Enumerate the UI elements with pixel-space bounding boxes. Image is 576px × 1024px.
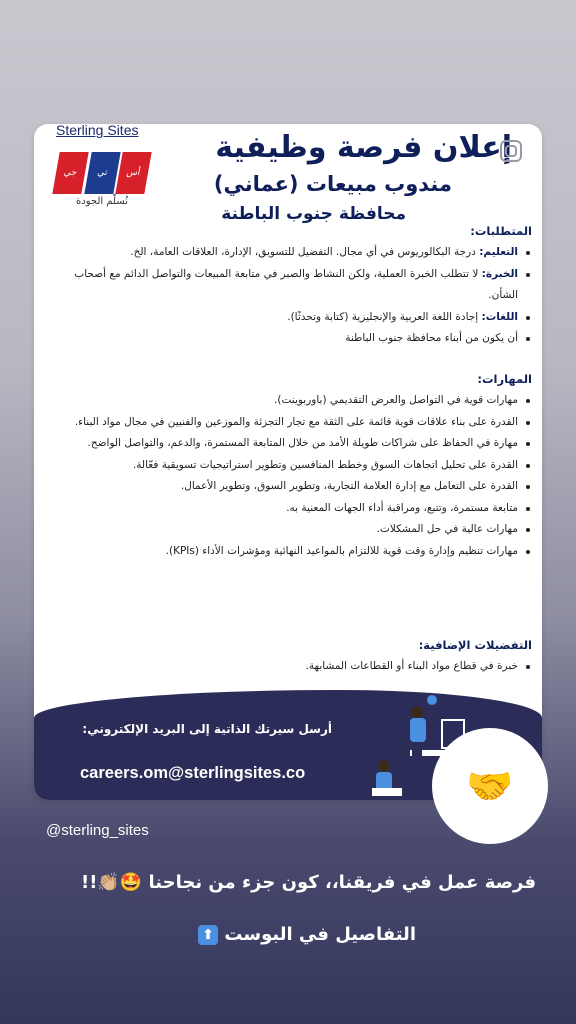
- handshake-icon: 🤝: [466, 763, 514, 808]
- company-logo: [56, 152, 148, 194]
- post-region: محافظة جنوب الباطنة: [221, 204, 406, 224]
- story-caption-line2: [198, 924, 416, 945]
- extra-heading: التفضيلات الإضافية:: [418, 638, 532, 652]
- story-layers-icon[interactable]: [500, 140, 522, 162]
- up-arrow-icon: ⬆: [198, 925, 218, 945]
- handshake-sticker[interactable]: [432, 728, 548, 844]
- list-item: القدرة على التعامل مع إدارة العلامة التجارية، وتطوير السوق، وتطوير الأعمال.: [52, 476, 518, 498]
- logo-tagline: نُسلّم الجودة: [76, 196, 128, 207]
- send-cv-label: أرسل سيرتك الذاتية إلى البريد الإلكتروني:: [82, 722, 332, 736]
- logo-block-2: تي: [84, 152, 120, 194]
- caption-text: التفاصيل في البوست: [224, 924, 416, 945]
- list-item: مهارات قوية في التواصل والعرض التقديمي (باوربوينت).: [52, 390, 518, 412]
- post-subtitle: مندوب مبيعات (عماني): [213, 172, 452, 196]
- list-item: الخبرة: لا تتطلب الخبرة العملية، ولكن النشاط والصبر في متابعة المبيعات والتواصل الدائم مع أصحاب الشأن.: [52, 264, 518, 307]
- list-item: مهارات عالية في حل المشكلات.: [52, 519, 518, 541]
- skills-section: [52, 372, 532, 562]
- list-item: متابعة مستمرة، وتتبع، ومراقبة أداء الجهات المعنية به.: [52, 498, 518, 520]
- logo-block-3: أس: [116, 152, 152, 194]
- list-item: اللغات: إجادة اللغة العربية والإنجليزية (كتابة وتحدثًا).: [52, 307, 518, 329]
- story-caption-line1: فرصة عمل في فريقنا،، كون جزء من نجاحنا 🤩👏🏼!!: [81, 872, 536, 893]
- list-item: التعليم: درجة البكالوريوس في أي مجال. التفضيل للتسويق، الإدارة، العلاقات العامة، الخ.: [52, 242, 518, 264]
- job-post-image[interactable]: [34, 124, 542, 800]
- list-item: مهارة في الحفاظ على شراكات طويلة الأمد من خلال المتابعة المستمرة، والدعم، والتواصل الواضح.: [52, 433, 518, 455]
- brand-name: Sterling Sites: [56, 124, 139, 138]
- requirements-section: [52, 224, 532, 350]
- list-item: أن يكون من أبناء محافظة جنوب الباطنة: [52, 328, 518, 350]
- skills-heading: المهارات:: [477, 372, 532, 386]
- list-item: خبرة في قطاع مواد البناء أو القطاعات المشابهة.: [52, 656, 518, 678]
- list-item: القدرة على تحليل اتجاهات السوق وخطط المنافسين وتطوير استراتيجيات تسويقية فعّالة.: [52, 455, 518, 477]
- extra-section: [52, 638, 532, 678]
- list-item: القدرة على بناء علاقات قوية قائمة على الثقة مع تجار التجزئة والموزعين والفنيين في مجال مواد البناء.: [52, 412, 518, 434]
- list-item: مهارات تنظيم وإدارة وقت قوية للالتزام بالمواعيد النهائية ومؤشرات الأداء (KPIs).: [52, 541, 518, 563]
- logo-block-1: جي: [52, 152, 88, 194]
- post-title: إعلان فرصة وظيفية: [215, 130, 512, 165]
- mention-sticker[interactable]: @sterling_sites: [46, 822, 149, 839]
- contact-email[interactable]: careers.om@sterlingsites.co: [80, 764, 306, 782]
- requirements-heading: المتطلبات:: [470, 224, 532, 238]
